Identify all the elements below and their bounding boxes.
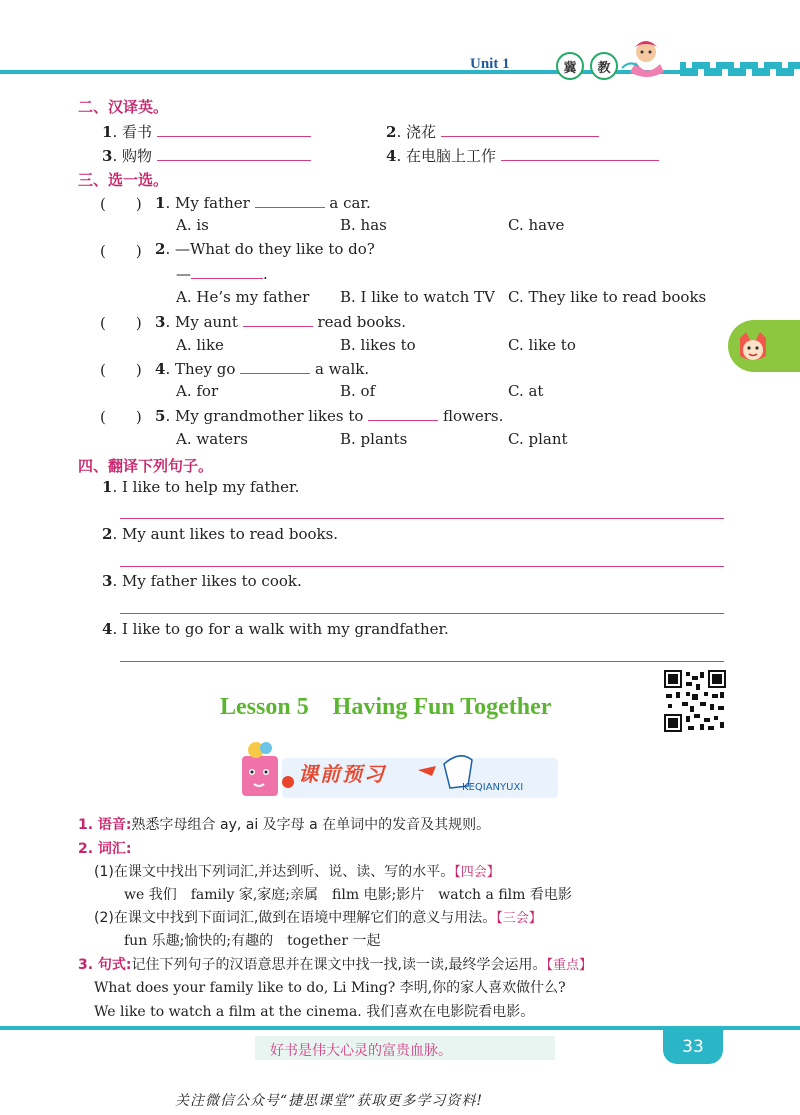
answer-line[interactable]: [441, 122, 599, 137]
writing-line[interactable]: [120, 612, 724, 614]
checker-decoration: [680, 62, 800, 76]
q2-option-c[interactable]: C. They like to read books: [508, 288, 707, 306]
question-5: 5. My grandmother likes to flowers.: [155, 407, 504, 425]
translate-item-3: 3. 购物: [102, 145, 311, 166]
q4-option-b[interactable]: B. of: [340, 382, 376, 400]
answer-bracket[interactable]: ( ): [100, 242, 142, 260]
writing-line[interactable]: [120, 565, 724, 567]
writing-line[interactable]: [120, 517, 724, 519]
writing-line[interactable]: [120, 660, 724, 662]
note-2-1: (1)在课文中找出下列词汇,并达到听、说、读、写的水平。【四会】: [94, 864, 500, 880]
answer-bracket[interactable]: ( ): [100, 314, 142, 332]
q5-option-b[interactable]: B. plants: [340, 430, 408, 448]
question-3: 3. My aunt read books.: [155, 313, 407, 331]
badge-ji: 冀: [556, 52, 584, 80]
sentence-1: 1. I like to help my father.: [102, 478, 300, 496]
note-2-2: (2)在课文中找到下面词汇,做到在语境中理解它们的意义与用法。【三会】: [94, 910, 542, 926]
preview-title: 课前预习: [298, 762, 386, 786]
q2-option-a[interactable]: A. He’s my father: [176, 288, 310, 306]
footer-slogan: 好书是伟大心灵的富贵血脉。: [270, 1043, 452, 1059]
vocab-four-skills: we 我们 family 家,家庭;亲属 film 电影;影片 watch a film 看电影: [124, 887, 572, 903]
lesson-title: Lesson 5 Having Fun Together: [220, 694, 552, 720]
sentence-pattern-1: What does your family like to do, Li Ming? 李明,你的家人喜欢做什么?: [94, 980, 566, 996]
q1-option-c[interactable]: C. have: [508, 216, 565, 234]
translate-item-1: 1. 看书: [102, 121, 311, 142]
q3-option-c[interactable]: C. like to: [508, 336, 576, 354]
q3-option-a[interactable]: A. like: [176, 336, 224, 354]
q5-option-c[interactable]: C. plant: [508, 430, 568, 448]
preview-subtitle: KEQIANYUXI: [462, 782, 524, 793]
q1-option-b[interactable]: B. has: [340, 216, 387, 234]
footer-note: 关注微信公众号“捷思课堂”获取更多学习资料!: [175, 1093, 483, 1109]
sentence-2: 2. My aunt likes to read books.: [102, 525, 339, 543]
translate-item-2: 2. 浇花: [386, 121, 599, 142]
qr-code-icon: [664, 670, 726, 732]
answer-bracket[interactable]: ( ): [100, 408, 142, 426]
note-3: 3. 句式:记住下列句子的汉语意思并在课文中找一找,读一读,最终学会运用。【重点】: [78, 957, 592, 973]
question-4: 4. They go a walk.: [155, 360, 370, 378]
sentence-3: 3. My father likes to cook.: [102, 572, 302, 590]
q2-option-b[interactable]: B. I like to watch TV: [340, 288, 495, 306]
q4-option-c[interactable]: C. at: [508, 382, 544, 400]
answer-bracket[interactable]: ( ): [100, 361, 142, 379]
question-1: 1. My father a car.: [155, 194, 371, 212]
note-1: 1. 语音:熟悉字母组合 ay, ai 及字母 a 在单词中的发音及其规则。: [78, 817, 491, 833]
translate-item-4: 4. 在电脑上工作: [386, 145, 659, 166]
badge-jiao: 教: [590, 52, 618, 80]
blank-line[interactable]: [255, 193, 325, 208]
blank-line[interactable]: [240, 359, 310, 374]
sentence-4: 4. I like to go for a walk with my grandfather.: [102, 620, 449, 638]
preview-banner: [232, 740, 562, 806]
q4-option-a[interactable]: A. for: [176, 382, 219, 400]
unit-label: Unit 1: [470, 56, 510, 72]
q3-option-b[interactable]: B. likes to: [340, 336, 416, 354]
fairy-icon: [620, 38, 672, 78]
blank-line[interactable]: [243, 312, 313, 327]
q5-option-a[interactable]: A. waters: [176, 430, 248, 448]
answer-line[interactable]: [157, 122, 311, 137]
vocab-three-skills: fun 乐趣;愉快的;有趣的 together 一起: [124, 933, 381, 949]
blank-line[interactable]: [368, 406, 438, 421]
q1-option-a[interactable]: A. is: [176, 216, 209, 234]
page-number: 33: [663, 1030, 723, 1064]
question-2-reply: — .: [176, 265, 268, 283]
answer-line[interactable]: [501, 146, 659, 161]
section3-title: 三、选一选。: [78, 171, 169, 189]
question-2: 2. —What do they like to do?: [155, 240, 375, 258]
section2-title: 二、汉译英。: [78, 98, 169, 116]
cat-face-icon: [736, 330, 770, 364]
blank-line[interactable]: [191, 264, 263, 279]
note-2-heading: 2. 词汇:: [78, 841, 132, 857]
sentence-pattern-2: We like to watch a film at the cinema. 我们喜欢在电影院看电影。: [94, 1004, 535, 1020]
section4-title: 四、翻译下列句子。: [78, 457, 214, 475]
answer-line[interactable]: [157, 146, 311, 161]
answer-bracket[interactable]: ( ): [100, 195, 142, 213]
